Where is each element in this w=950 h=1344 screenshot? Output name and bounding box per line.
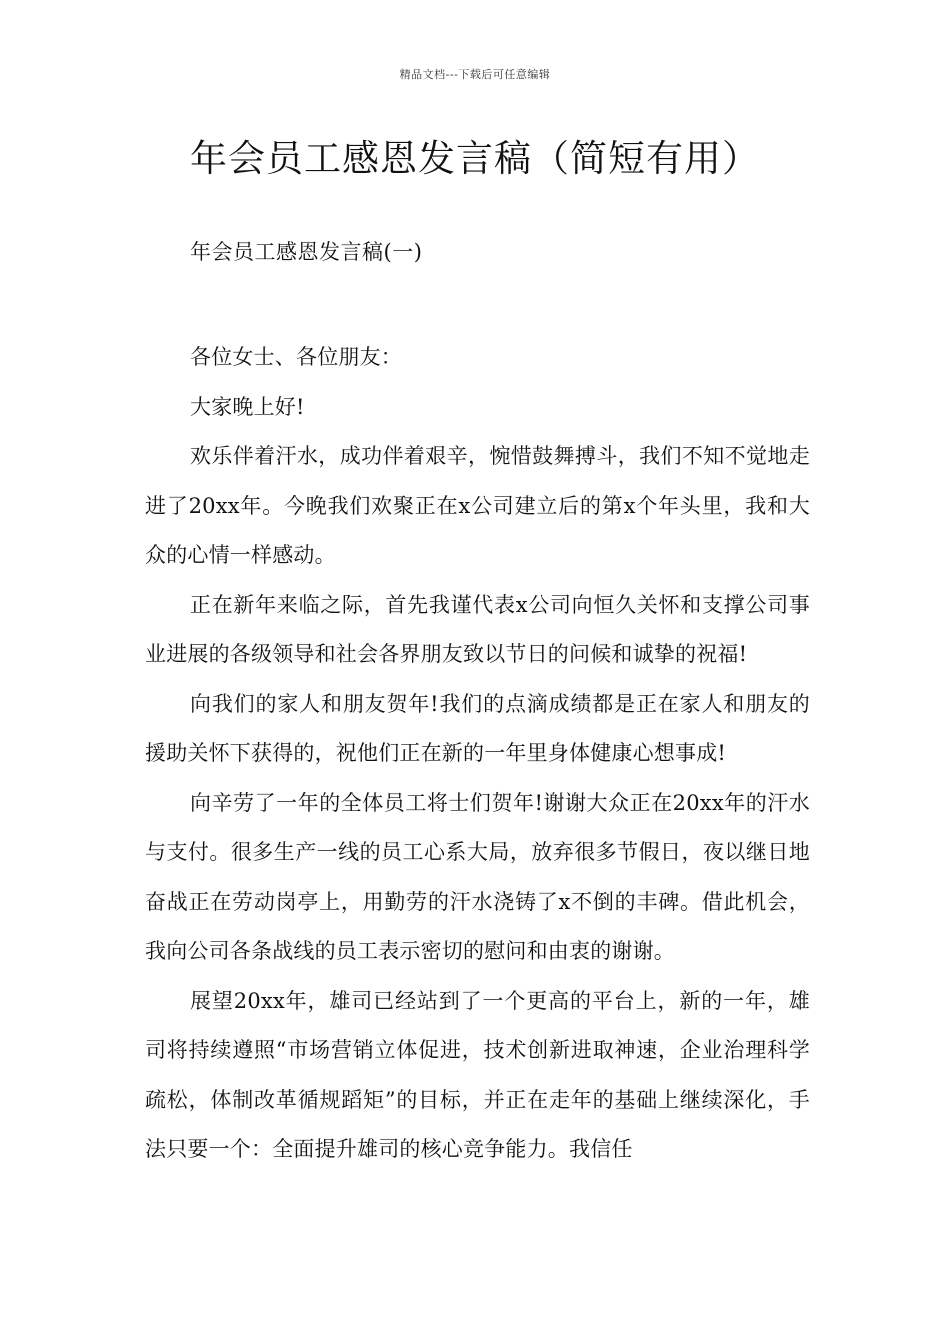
paragraph: 展望20xx年，雄司已经站到了一个更高的平台上，新的一年，雄司将持续遵照“市场营销立体促进，技术创新进取神速，企业治理科学疏松，体制改革循规蹈矩”的目标，并正在走年的基础上继续深化，手法只要一个：全面提升雄司的核心竞争能力。我信任 — [145, 988, 810, 1161]
paragraph-greeting: 大家晚上好! — [190, 394, 305, 419]
section-title: 年会员工感恩发言稿(一) — [190, 240, 423, 264]
header-note: 精品文档---下载后可任意编辑 — [399, 68, 551, 81]
paragraph: 向辛劳了一年的全体员工将士们贺年!谢谢大众正在20xx年的汗水与支付。很多生产一线的员工心系大局，放弃很多节假日，夜以继日地奋战正在劳动岗亭上，用勤劳的汗水浇铸了x不倒的丰碑。借此机会，我向公司各条战线的员工表示密切的慰问和由衷的谢谢。 — [145, 790, 810, 963]
paragraph: 欢乐伴着汗水，成功伴着艰辛，惋惜鼓舞搏斗，我们不知不觉地走进了20xx年。今晚我们欢聚正在x公司建立后的第x个年头里，我和大众的心情一样感动。 — [145, 444, 810, 567]
document-title: 年会员工感恩发言稿（简短有用） — [190, 137, 760, 180]
paragraph-salutation: 各位女士、各位朋友： — [190, 345, 402, 369]
paragraph: 向我们的家人和朋友贺年!我们的点滴成绩都是正在家人和朋友的援助关怀下获得的，祝他们正在新的一年里身体健康心想事成! — [145, 691, 810, 765]
paragraph: 正在新年来临之际，首先我谨代表x公司向恒久关怀和支撑公司事业进展的各级领导和社会各界朋友致以节日的问候和诚挚的祝福! — [145, 592, 810, 666]
body-text — [145, 333, 810, 1175]
